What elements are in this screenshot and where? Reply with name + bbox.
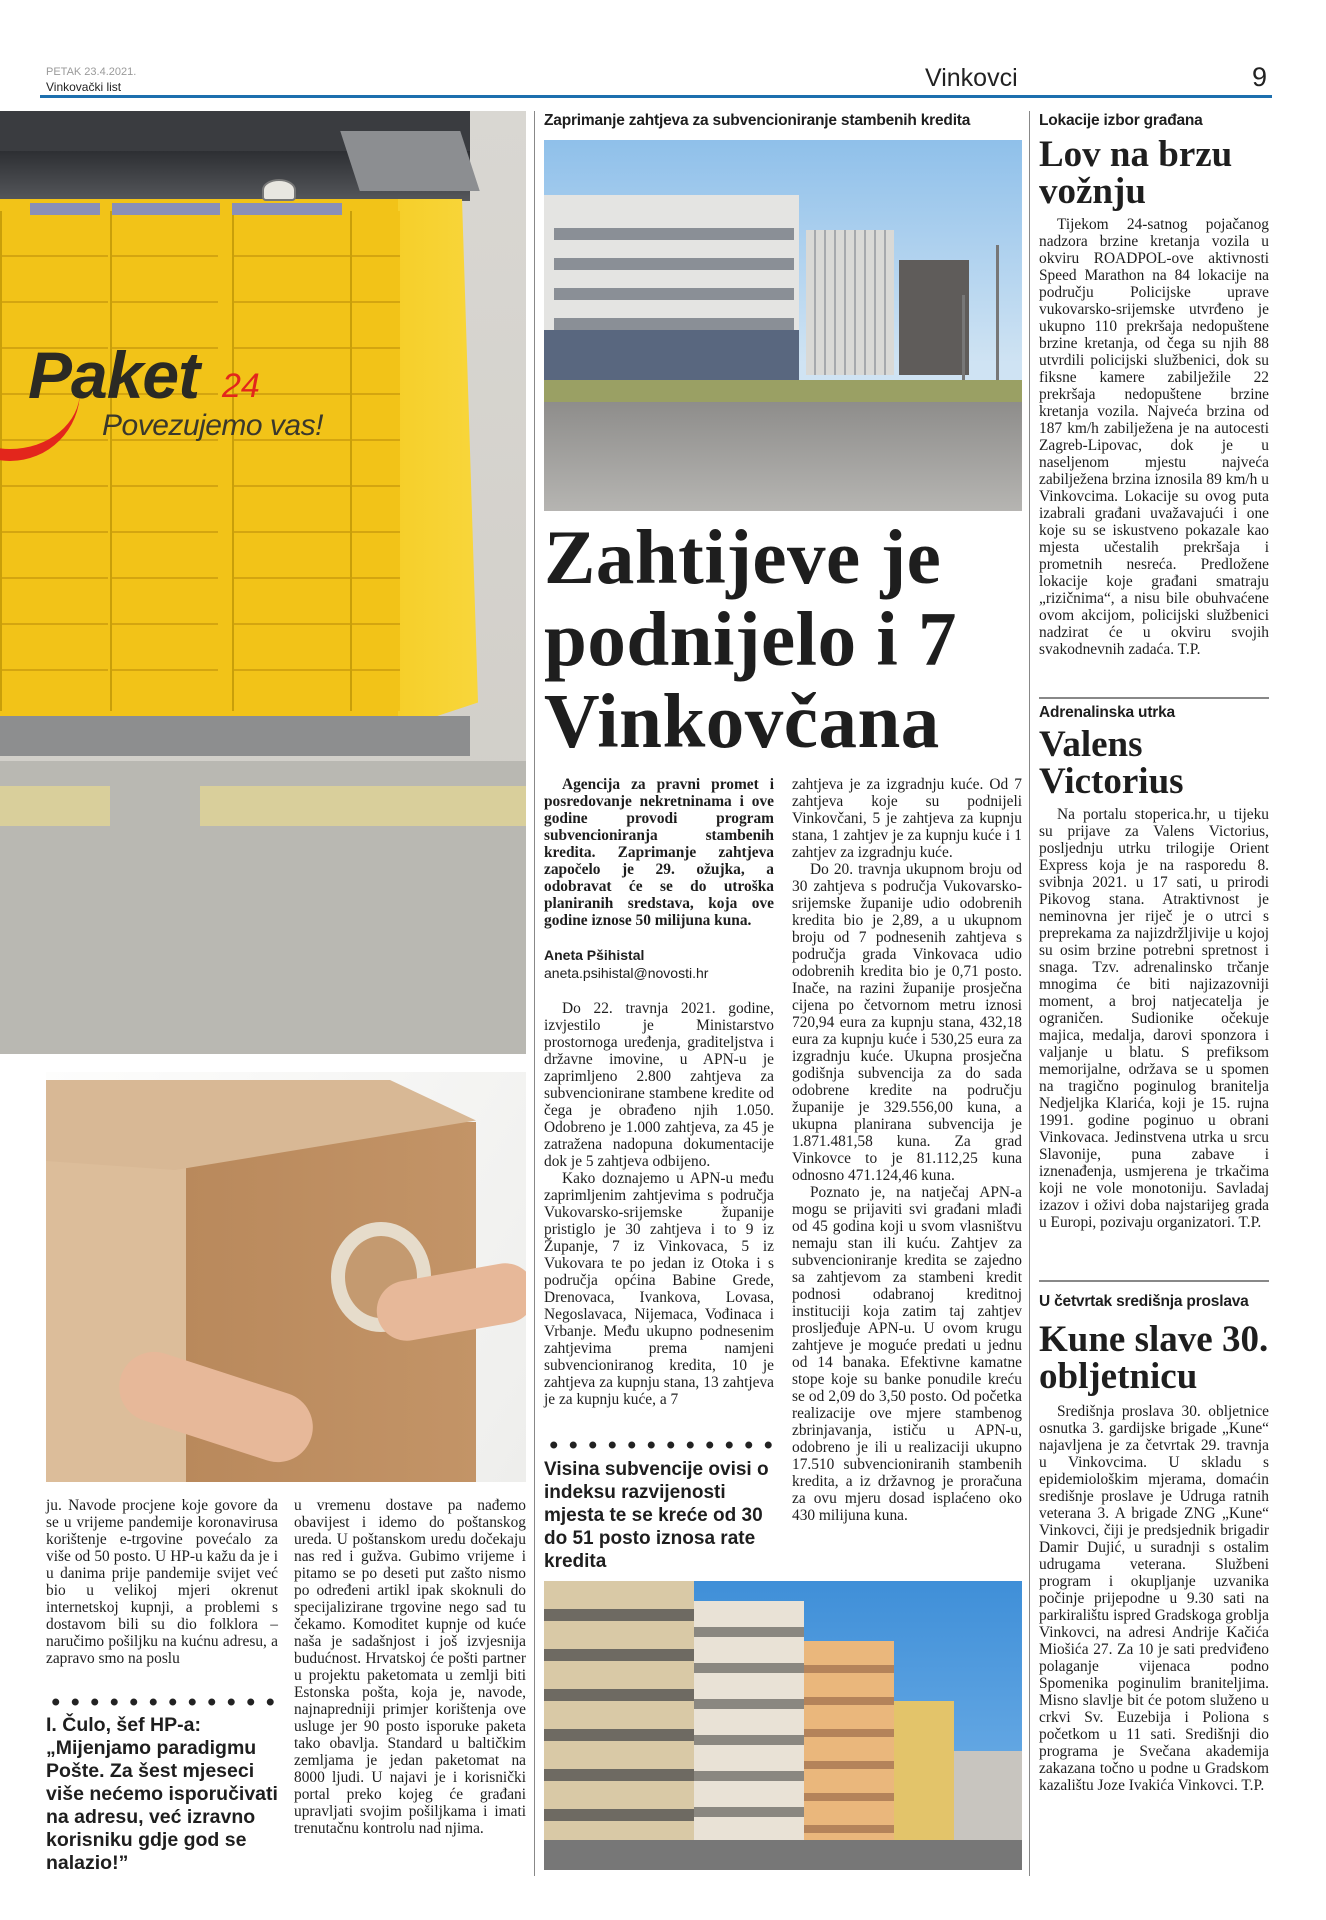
- main-body-col2: zahtjeva je za izgradnju kuće. Od 7 zahtjeva koje su podnijeli Vinkovčani, 5 je zahtjeva za kupnju stana, 1 zahtjev je za kupnju kuće i 1 zahtjev za izgradnju kuće. Do 20. travnja ukupnom broju od 30 zahtjeva s područja Vukovarsko-srijemske županije udio odobrenih kredita bio je 2,89, a u ukupnom broju od 7 podnesenih zahtjeva s područja grada Vinkovaca udio odobrenih kredita bio je 0,71 posto. Inače, na razini županije prosječna cijena po četvornom metru iznosi 720,94 eura za kupnju stana, 432,18 eura za kupnju kuće i 530,25 eura za izgradnju kuće. Ukupna prosječna godišnja subvencija za do sada odobrene kredite na području županije je 329.556,00 kuna, a ukupna planirana subvencija je 1.871.481,58 kuna. Za grad Vinkovce to je 81.112,25 kuna odnosno 471.124,46 kuna. Poznato je, na natječaj APN-a mogu se prijaviti svi građani mlađi od 45 godina koji u svom vlasništvu nemaju stan ili kuću. Zahtjev za subvencioniranje kredita se zajedno sa zahtjevom za stambeni kredit podnosi odabranoj kreditnoj instituciji koja zatim taj zahtjev prosljeđuje APN-u. U ovom krugu zahtjeve je moguće predati u jednu od 14 banaka. Efektivne kamatne stope koje su banke ponudile kreću se od 2,09 do 3,50 posto. Od početka realizacije ove mjere stambenog zbrinjavanja, ističu u APN-u, odobreno je ili u realizaciji ukupno 17.510 subvencioniranih stambenih kredita, a iz državnog je proračuna za ovu mjeru dosad isplaćeno oko 430 milijuna kuna.: [792, 776, 1022, 1524]
- main-kicker: Zaprimanje zahtjeva za subvencioniranje stambenih kredita: [544, 112, 971, 129]
- hp-story-col1: ju. Navode procjene koje govore da se u vrijeme pandemije koronavirusa korištenje e-trgovine povećalo za više od 50 posto. U HP-u kažu da je i u danima prije pandemije svijet već bio u velikoj mjeri okrenut internetskoj kupnji, a problemi s dostavom bili su dio folklora – naručimo pošiljku na kućnu adresu, a zapravo smo na poslu: [46, 1497, 278, 1667]
- main-lede: Agencija za pravni promet i posredovanje nekretninama i ove godine provodi program subvencioniranja stambenih kredita. Zaprimanje zahtjeva započelo je 29. ožujka, a odobravat će se do utroška planiranih sredstava, koja ove godine iznose 50 milijuna kuna.: [544, 776, 774, 929]
- main-subhead: Visina subvencije ovisi o indeksu razvijenosti mjesta te se kreće od 30 do 51 posto iznosa rate kredita: [544, 1459, 769, 1572]
- story-divider: [1039, 697, 1269, 699]
- story-title: Valens Victorius: [1039, 724, 1184, 802]
- paket24-logo: Paket: [28, 338, 200, 412]
- building-photo: [544, 140, 1022, 511]
- byline: [544, 946, 774, 982]
- apartment-buildings-photo: [544, 1581, 1022, 1870]
- section-title: Vinkovci: [925, 64, 1018, 92]
- sidebar-story-anniversary: U četvrtak središnja proslava Kune slave 30. obljetnicu Središnja proslava 30. obljetnice osnutka 3. gardijske brigade „Kune“ najavljena je za četvrtak 29. travnja u Vinkovcima. U skladu s epidemiološkim mjerama, domaćin središnje proslave je Udruga ratnih veterana 3. A brigade ZNG „Kune“ Vinkovci, čiji je predsjednik brigadir Damir Dujić, u suradnji s ostalim udrugama veterana. Službeni program i okupljanje uzvanika počinje prijepodne u 9.30 sati na parkiralištu ispred Gradskoga groblja Vinkovci, na adresi Andrije Kačića Miošića 27. Za 10 je sati predviđeno polaganje vijenaca podno Spomenika poginulim braniteljima. Misno slavlje bit će potom služeno u crkvi Sv. Euzebija i Poliona s početkom u 11 sati. Središnji dio programa je Svečana akademija zakazana točno u podne u Gradskom kazalištu Joze Ivakića Vinkovci. T.P.: [1039, 1293, 1269, 1794]
- story-kicker: U četvrtak središnja proslava: [1039, 1293, 1249, 1310]
- main-headline: Zahtijeve je podnijelo i 7 Vinkovčana: [544, 514, 957, 764]
- parcel-locker-photo: Paket 24 Povezujemo vas!: [0, 111, 526, 1054]
- author-name: Aneta Pšihistal: [544, 947, 645, 963]
- story-title: Kune slave 30. obljetnicu: [1039, 1319, 1269, 1397]
- story-kicker: Adrenalinska utrka: [1039, 704, 1175, 721]
- hp-story-col2: u vremenu dostave pa nađemo obavijest i idemo do poštanskog ureda. U poštanskom uredu dočekaju nas red i gužva. Gubimo vrijeme i pitamo se po deseti put zašto nismo po određeni artikl ipak skoknuli do specijalizirane trgovine nego sad tu čekamo. Komoditet kupnje od kuće naša je sadašnjost i još izvjesnija budućnost. Hrvatskoj će pošti partner u projektu paketomata u zemlji biti Estonska pošta, koja je, navode, najnapredniji primjer korištenja ove usluge jer 90 posto isporuke paketa tako obavlja. Standard u baltičkim zemljama je jedan paketomat na 8000 ljudi. U najavi je i korisnički portal preko kojeg će građani upravljati svojim pošiljkama i imati trenutačnu kontrolu nad njima.: [294, 1497, 526, 1837]
- sidebar-story-race: Adrenalinska utrka Valens Victorius Na portalu stoperica.hr, u tijeku su prijave za Valens Victorius, posljednju utrku trilogije Orient Express koja je na rasporedu 8. svibnja 2021. u 17 sati, u prirodi Pikovog stana. Atraktivnost je neminovna jer riječ je o utrci s preprekama za najizdržljivije u kojoj su osim brzine potrebni spretnost i snaga. Tzv. adrenalinsko trčanje mnogima će biti najizazovniji moment, a broj natjecatelja je ograničen. Sudionike očekuje majica, medalja, darovi sponzora i valjanje u blatu. S prefiksom memorijalne, održava se u spomen na tragično poginulog branitelja Nedjeljka Klarića, koji je 15. rujna 1991. godine poginuo u obrani Vinkovaca. Jedinstvena utrka u srcu Slavonije, puna zabave i iznenađenja, usmjerena je trkačima koji ne vole monotoniju. Savladaj izazov i oživi doba najstarijeg grada u Europi, pozivaju organizatori. T.P.: [1039, 704, 1269, 1231]
- parcel-box-photo: [46, 1072, 526, 1482]
- header-divider: [40, 95, 1272, 98]
- newspaper-name: Vinkovački list: [46, 80, 122, 94]
- column-rule: [534, 111, 535, 1876]
- dot-separator: [544, 1440, 774, 1450]
- hp-quote: I. Čulo, šef HP-a: „Mijenjamo paradigmu Pošte. Za šest mjeseci više nećemo isporučivati na adresu, već izravno korisniku gdje god se nalazio!”: [46, 1714, 278, 1874]
- issue-date: PETAK 23.4.2021.: [46, 66, 137, 78]
- story-divider: [1039, 1280, 1269, 1282]
- sidebar-story-speeding: Lokacije izbor građana Lov na brzu vožnju Tijekom 24-satnog pojačanog nadzora brzine kretanja vozila u okviru ROADPOL-ove aktivnosti Speed Marathon na 84 lokacije na području Policijske uprave vukovarsko-srijemske utvrđeno je ukupno 110 prekršaja nedopuštene brzine kretanja, od čega su njih 88 utvrdili policijski službenici, dok su fiksne kamere zabilježile 22 prekršaja nedopuštene brzine kretanja vozila. Najveća brzina od 187 km/h zabilježena je na autocesti Zagreb-Lipovac, dok je u naseljenom mjestu najveća zabilježena brzina iznosila 89 km/h u Vinkovcima. Lokacije su ovog puta izabrali građani uvažavajući i one koje su se iskustveno pokazale kao mjesta učestalih prekršaja i prometnih nesreća. Predložene lokacije koje građani smatraju „rizičnima“, a nisu bile obuhvaćene ovom akcijom, policijski službenici nadzirat će u okviru svojih svakodnevnih zadaća. T.P.: [1039, 112, 1269, 658]
- story-kicker: Lokacije izbor građana: [1039, 112, 1203, 129]
- page-number: 9: [1252, 62, 1268, 92]
- author-email[interactable]: aneta.psihistal@novosti.hr: [544, 965, 709, 981]
- paket24-slogan: Povezujemo vas!: [102, 409, 323, 442]
- main-body-col1: Do 22. travnja 2021. godine, izvjestilo je Ministarstvo prostornoga uređenja, graditeljstva i državne imovine, u APN-u je zaprimljeno 2.800 zahtjeva za subvencionirane stambene kredite od čega je obrađeno njih 1.050. Odobreno je 1.000 zahtjeva, za 45 je zatražena nadopuna dokumentacije dok je 5 zahtjeva odbijeno. Kako doznajemo u APN-u među zaprimljenim zahtjevima s područja Vukovarsko-srijemske županije pristiglo je 30 zahtjeva i to 9 iz Županje, 7 iz Vinkovaca, 5 iz Vukovara te po jedan iz Otoka i s područja općina Babine Grede, Drenovaca, Ivankova, Lovasa, Negoslavaca, Nijemaca, Vođinaca i Vrbanje. Među ukupno podnesenim zahtjevima prema namjeni subvencioniranog kredita, 10 je zahtjeva za kupnju stana, 13 zahtjeva je za kupnju kuće, a 7: [544, 1000, 774, 1408]
- story-title: Lov na brzu vožnju: [1039, 134, 1233, 212]
- dot-separator: [46, 1697, 278, 1707]
- column-rule: [1029, 111, 1030, 1876]
